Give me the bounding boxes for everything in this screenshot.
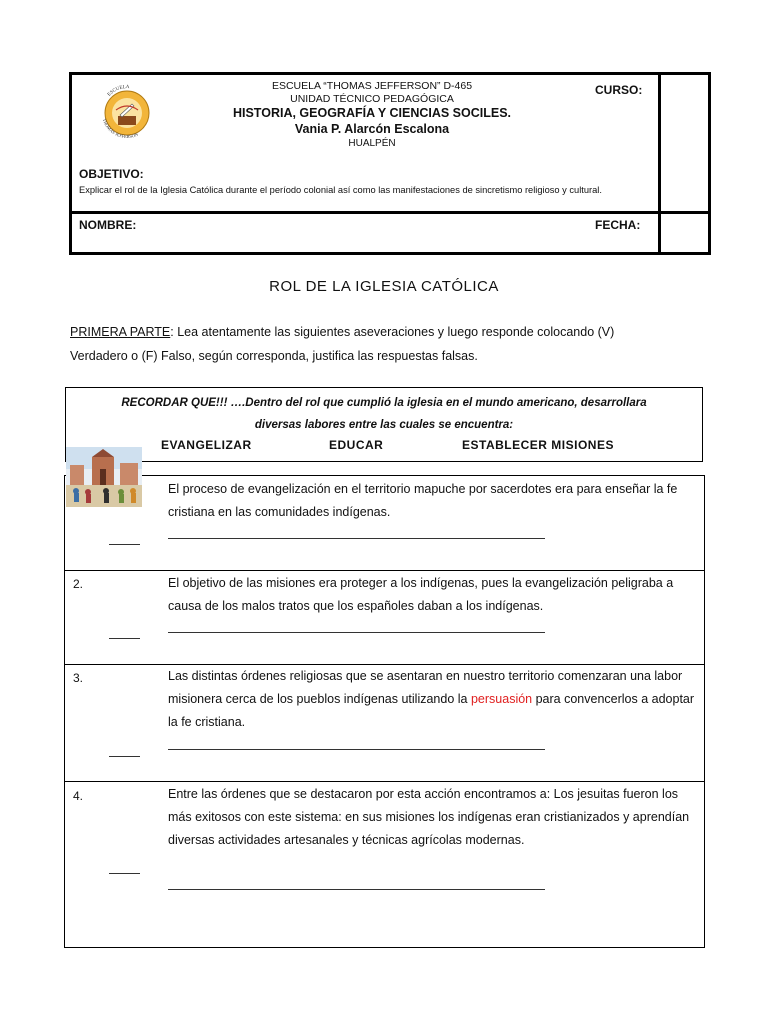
instructions-text-a: : Lea atentamente las siguientes aseveraciones y luego responde colocando ( — [170, 325, 602, 339]
option-v: V — [601, 325, 611, 339]
question-3-text — [168, 665, 696, 734]
objetivo-text: Explicar el rol de la Iglesia Católica durante el período colonial así como las manifestaciones de sincretismo religioso y cultural. — [79, 185, 602, 195]
task-establecer-misiones: ESTABLECER MISIONES — [462, 438, 614, 452]
row-separator — [65, 570, 704, 571]
question-3-highlight: persuasión — [470, 692, 533, 707]
instructions-text-d: ) Falso, según corresponda, justifica las respuestas falsas. — [153, 349, 478, 364]
option-f: F — [145, 349, 154, 364]
subject-name: HISTORIA, GEOGRAFÍA Y CIENCIAS SOCILES. — [232, 106, 512, 121]
task-educar: EDUCAR — [329, 438, 384, 452]
part-label: PRIMERA PARTE — [70, 325, 171, 339]
question-2-justification-line[interactable] — [168, 632, 545, 633]
question-4-text: Entre las órdenes que se destacaron por esta acción encontramos a: Los jesuitas fueron los más exitosos con este sistema: en sus misiones los indígenas eran cristianizados y aprendían diversas actividades artesanales y técnicas agrícolas modernas. — [168, 787, 690, 848]
church-mission-illustration — [66, 447, 142, 507]
question-1-answer-blank[interactable] — [109, 544, 140, 545]
question-3-answer-blank[interactable] — [109, 756, 140, 757]
question-4-answer-blank[interactable] — [109, 873, 140, 874]
objetivo-label: OBJETIVO: — [79, 167, 144, 181]
question-2-number: 2. — [73, 577, 84, 591]
recordar-line-1: RECORDAR QUE!!! ….Dentro del rol que cumplió la iglesia en el mundo americano, desarrollara — [121, 397, 647, 409]
recordar-box — [65, 387, 703, 462]
school-unit: UNIDAD TÉCNICO PEDAGÓGICA — [290, 93, 454, 106]
question-3-text-after: para convencerlos a adoptar la fe cristiana. — [168, 692, 695, 730]
questions-table — [64, 475, 705, 948]
teacher-name: Vania P. Alarcón Escalona — [294, 121, 450, 136]
row-separator — [65, 781, 704, 782]
header-divider-horizontal — [72, 211, 708, 214]
task-evangelizar: EVANGELIZAR — [161, 438, 252, 452]
question-3-text-before: Las distintas órdenes religiosas que se asentaran en nuestro territorio comenzaran una labor misionera cerca de los pueblos indígenas utilizando la — [168, 669, 683, 707]
school-name: ESCUELA “THOMAS JEFFERSON” D-465 — [271, 80, 473, 92]
question-4-justification-line[interactable] — [168, 889, 545, 890]
question-2-answer-blank[interactable] — [109, 638, 140, 639]
instructions — [70, 320, 710, 369]
instructions-text-b: ) — [610, 325, 615, 339]
question-1-text: El proceso de evangelización en el territorio mapuche por sacerdotes era para enseñar la fe cristiana en las comunidades indígenas. — [168, 482, 678, 520]
nombre-field[interactable]: NOMBRE: — [79, 218, 137, 232]
curso-field[interactable]: CURSO: — [595, 83, 643, 97]
question-3-justification-line[interactable] — [168, 749, 545, 750]
document-title: ROL DE LA IGLESIA CATÓLICA — [269, 278, 499, 295]
school-info — [182, 80, 562, 150]
school-city: HUALPÉN — [348, 137, 396, 149]
header-divider-vertical — [658, 75, 661, 252]
recordar-line-2: diversas labores entre las cuales se encuentra: — [254, 419, 514, 432]
question-4-number: 4. — [73, 789, 84, 803]
logo-text-bottom: THOMAS JEFFERSON — [101, 117, 139, 140]
instructions-text-c: Verdadero o ( — [70, 349, 146, 364]
question-2-text: El objetivo de las misiones era proteger a los indígenas, pues la evangelización peligraba a causa de los malos tratos que los españoles daban a los indígenas. — [168, 576, 674, 614]
logo-text-top: ESCUELA — [107, 84, 130, 98]
fecha-field[interactable]: FECHA: — [595, 218, 641, 232]
header-table — [69, 72, 711, 255]
question-3-number: 3. — [73, 671, 84, 685]
recordar-text — [66, 392, 702, 437]
school-seal-icon — [96, 80, 158, 142]
question-1-justification-line[interactable] — [168, 538, 545, 539]
